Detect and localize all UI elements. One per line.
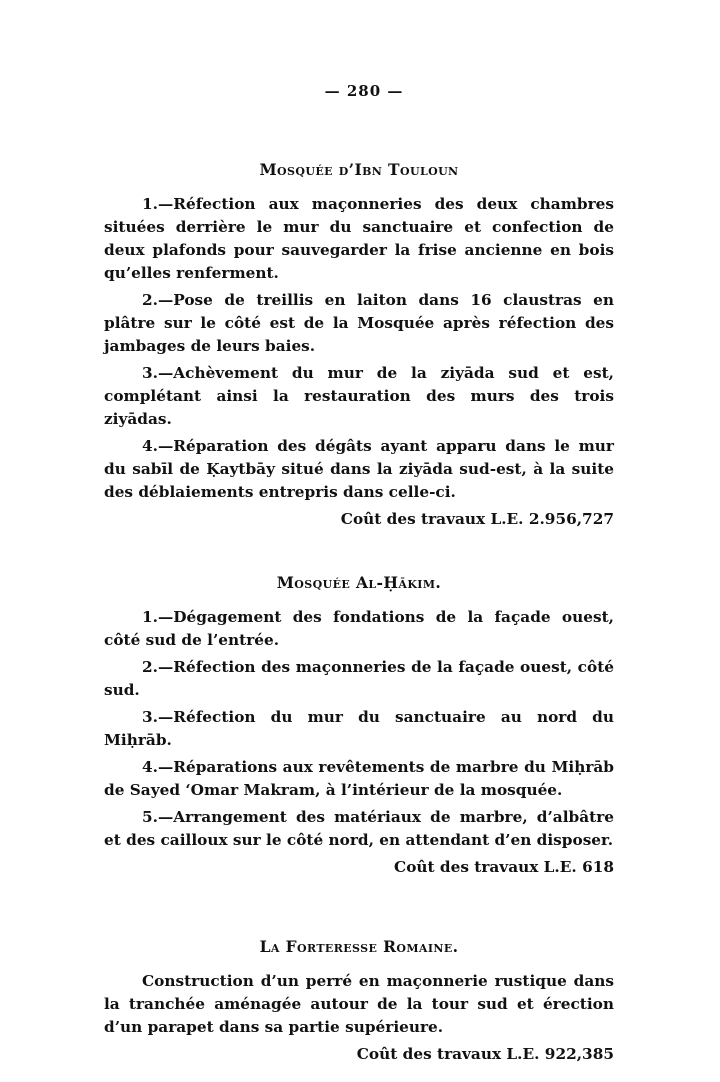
item-paragraph: 4.—Réparations aux revêtements de marbre du Miḥrāb de Sayed ‘Omar Makram, à l’intérieur de la mosquée. [104, 758, 614, 799]
section-heading-forteresse-romaine: La Forteresse Romaine. [259, 937, 459, 956]
section-heading-al-hakim: Mosquée Al-Ḥākim. [276, 573, 442, 592]
page-number: — 280 — [324, 82, 404, 100]
cost-line: Coût des travaux L.E. 2.956,727 [340, 510, 614, 528]
item-paragraph: 5.—Arrangement des matériaux de marbre, d’albâtre et des cailloux sur le côté nord, en attendant d’en disposer. [104, 808, 614, 849]
item-paragraph: 1.—Réfection aux maçonneries des deux chambres situées derrière le mur du sanctuaire et confection de deux plafonds pour sauvegarder la frise ancienne en bois qu’elles renferment. [104, 195, 614, 282]
cost-line: Coût des travaux L.E. 618 [394, 858, 614, 876]
document-page [104, 82, 614, 1066]
item-paragraph: 2.—Réfection des maçonneries de la façade ouest, côté sud. [104, 658, 614, 699]
item-paragraph: Construction d’un perré en maçonnerie rustique dans la tranchée aménagée autour de la tour sud et érection d’un parapet dans sa partie supérieure. [104, 972, 614, 1036]
item-paragraph: 3.—Réfection du mur du sanctuaire au nord du Miḥrāb. [104, 708, 614, 749]
section-heading-ibn-touloun: Mosquée d’Ibn Touloun [259, 160, 459, 179]
item-paragraph: 2.—Pose de treillis en laiton dans 16 claustras en plâtre sur le côté est de la Mosquée après réfection des jambages de leurs baies. [104, 291, 614, 355]
cost-line: Coût des travaux L.E. 922,385 [356, 1045, 614, 1063]
item-paragraph: 4.—Réparation des dégâts ayant apparu dans le mur du sabīl de Ḳaytbāy situé dans la ziyāda sud-est, à la suite des déblaiements entrepris dans celle-ci. [104, 437, 614, 501]
item-paragraph: 1.—Dégagement des fondations de la façade ouest, côté sud de l’entrée. [104, 608, 614, 649]
item-paragraph: 3.—Achèvement du mur de la ziyāda sud et est, complétant ainsi la restauration des murs des trois ziyādas. [104, 364, 614, 428]
